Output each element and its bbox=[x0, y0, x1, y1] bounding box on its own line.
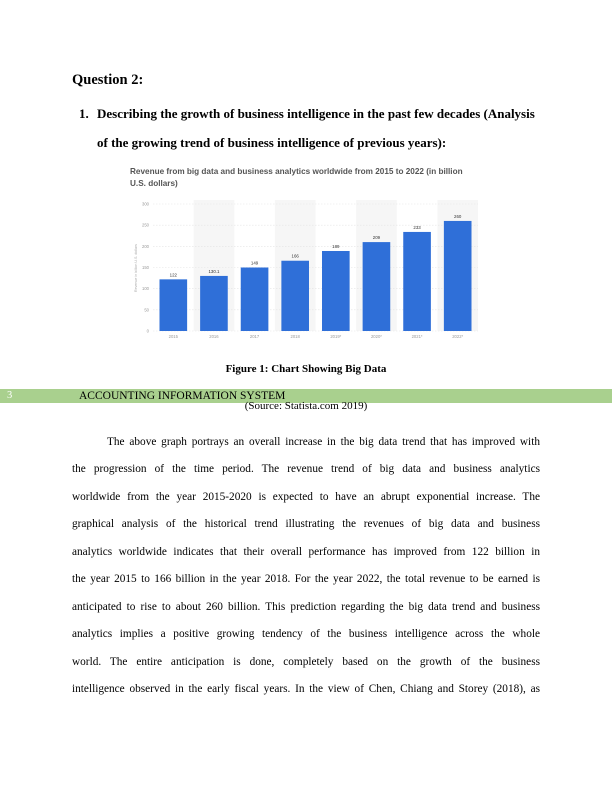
bar-2021* bbox=[403, 232, 431, 331]
bar-2015 bbox=[160, 279, 188, 331]
paragraph-line: anticipated to rise to about 260 billion. This prediction regarding the big data trend and business bbox=[72, 601, 540, 613]
bar-2018 bbox=[281, 261, 309, 331]
x-tick-label: 2020* bbox=[370, 334, 382, 339]
y-tick-label: 0 bbox=[146, 328, 149, 334]
y-tick-label: 250 bbox=[142, 222, 149, 228]
question-heading: Question 2: bbox=[72, 72, 144, 88]
bar-2022* bbox=[444, 221, 472, 331]
paragraph-line: the progression of the time period. The revenue trend of big data and business analytics bbox=[72, 463, 540, 475]
value-label: 130.1 bbox=[208, 268, 220, 274]
y-tick-label: 50 bbox=[144, 307, 149, 313]
x-tick-label: 2018 bbox=[290, 334, 300, 339]
bar-2020* bbox=[363, 242, 391, 331]
value-label: 189 bbox=[332, 243, 340, 249]
y-tick-label: 300 bbox=[142, 201, 149, 207]
list-item-line-2: of the growing trend of business intelligence of previous years): bbox=[97, 135, 447, 150]
value-label: 209 bbox=[372, 235, 381, 241]
paragraph-line: worldwide from the year 2015-2020 is expected to have an abrupt exponential increase. The bbox=[72, 491, 540, 503]
y-axis-label: Revenue in billion U.S. dollars bbox=[134, 244, 138, 292]
figure-source: (Source: Statista.com 2019) bbox=[244, 400, 368, 412]
list-number: 1. bbox=[79, 106, 89, 121]
paragraph-line: world. The entire anticipation is done, completely based on the growth of the business bbox=[72, 656, 540, 668]
y-tick-label: 200 bbox=[142, 243, 149, 249]
page-number: 3 bbox=[7, 390, 13, 401]
y-tick-label: 150 bbox=[142, 265, 149, 270]
x-tick-label: 2017 bbox=[249, 334, 260, 339]
x-tick-label: 2021* bbox=[411, 334, 423, 339]
paragraph-line: intelligence observed in the early fiscal years. In the view of Chen, Chiang and Storey (2018), as bbox=[72, 683, 540, 695]
paragraph-line: graphical analysis of the historical trend illustrating the revenues of big data and business bbox=[72, 518, 540, 530]
paragraph-line: The above graph portrays an overall increase in the big data trend that has improved with bbox=[107, 436, 540, 448]
paragraph-line: the year 2015 to 166 billion in the year 2018. For the year 2022, the total revenue to be earned is bbox=[72, 573, 540, 585]
x-tick-label: 2022* bbox=[452, 334, 464, 339]
paragraph-line: analytics implies a positive growing tendency of the business intelligence across the whole bbox=[72, 628, 540, 640]
value-label: 122 bbox=[169, 272, 177, 278]
list-item-line-1: Describing the growth of business intelligence in the past few decades (Analysis bbox=[97, 106, 535, 121]
running-header-title: ACCOUNTING INFORMATION SYSTEM bbox=[79, 390, 286, 402]
bar-2019* bbox=[322, 251, 350, 331]
revenue-bar-chart bbox=[128, 163, 483, 343]
value-label: 260 bbox=[454, 213, 462, 219]
bar-2016 bbox=[200, 276, 228, 331]
paragraph-line: analytics worldwide indicates that their overall performance has improved from 122 billion in bbox=[72, 546, 540, 558]
value-label: 233 bbox=[413, 224, 421, 230]
y-tick-label: 100 bbox=[142, 286, 149, 292]
chart-title-line-2: U.S. dollars) bbox=[130, 179, 178, 188]
value-label: 166 bbox=[291, 253, 299, 259]
x-tick-label: 2015 bbox=[168, 334, 178, 339]
figure-caption: Figure 1: Chart Showing Big Data bbox=[225, 363, 387, 375]
x-tick-label: 2016 bbox=[209, 334, 219, 339]
chart-title-line-1: Revenue from big data and business analytics worldwide from 2015 to 2022 (in billion bbox=[130, 167, 463, 176]
bar-2017 bbox=[241, 268, 269, 332]
x-tick-label: 2019* bbox=[330, 334, 342, 339]
value-label: 149 bbox=[250, 260, 259, 266]
